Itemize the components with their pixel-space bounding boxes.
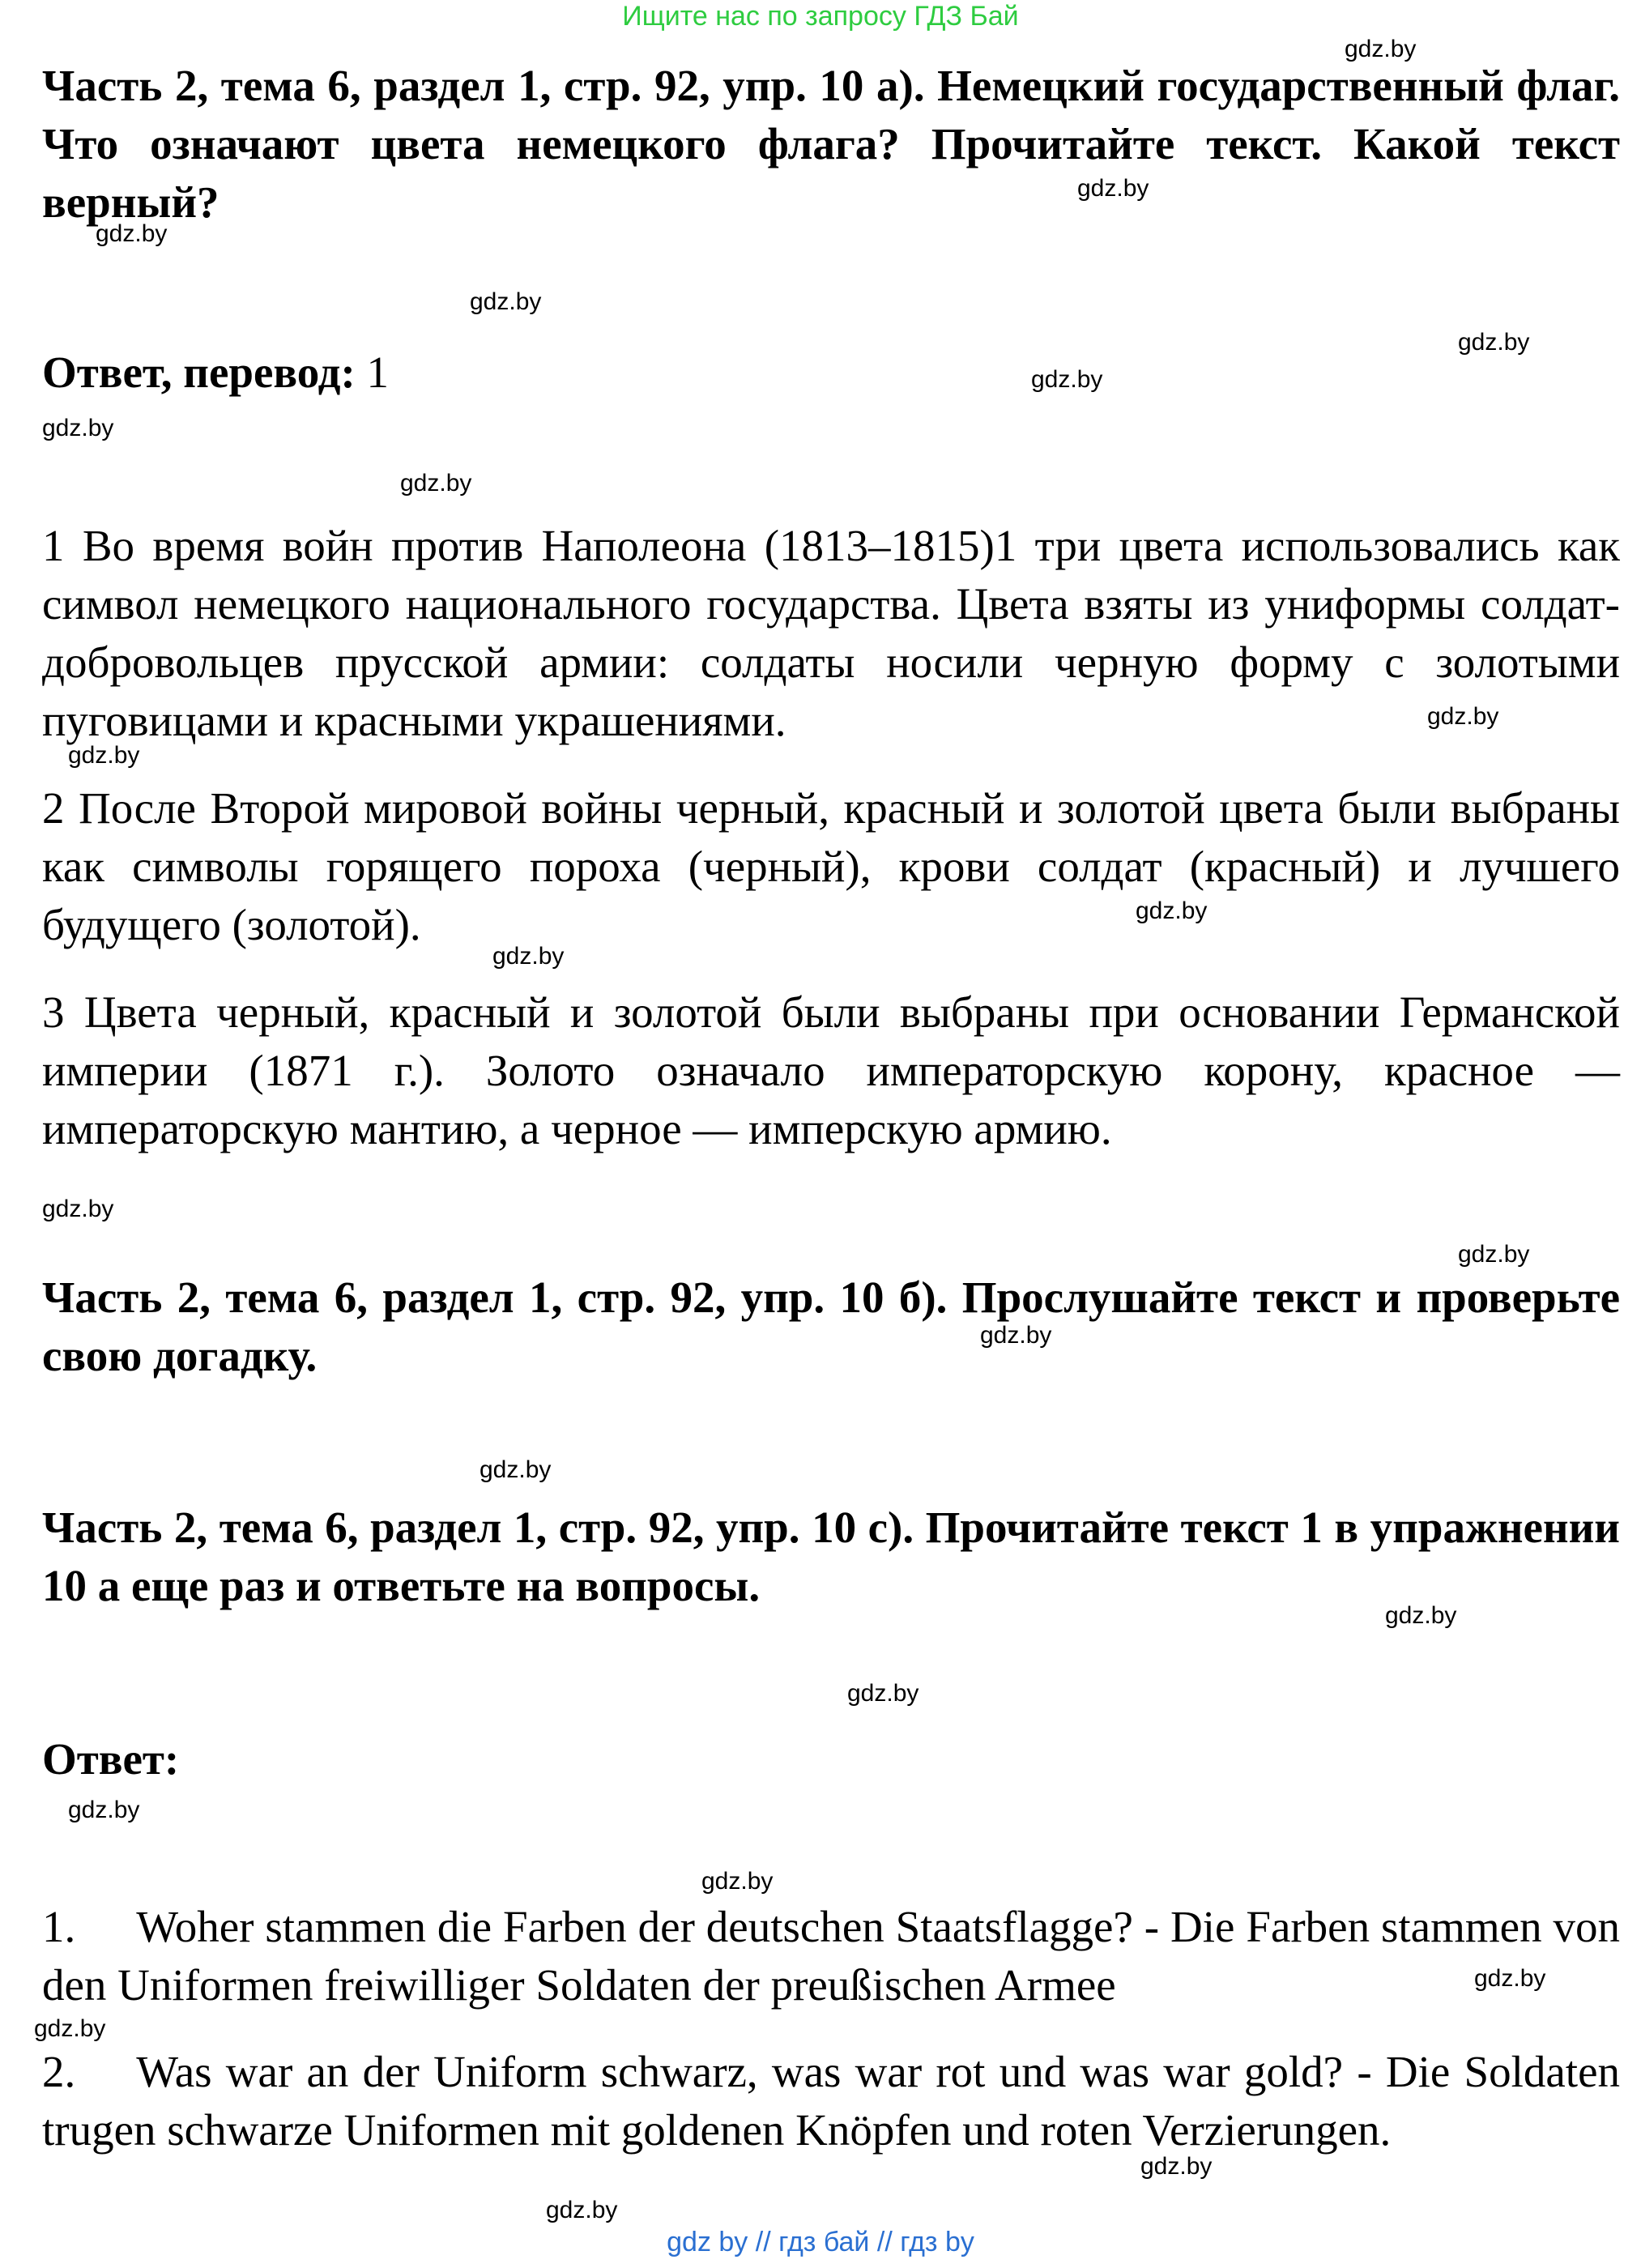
- translation-paragraph-1: [42, 517, 1620, 750]
- watermark: gdz.by: [546, 2197, 618, 2223]
- translation-paragraph-3: [42, 983, 1620, 1158]
- answer-2-label: Ответ:: [42, 1734, 180, 1784]
- watermark: gdz.by: [42, 415, 114, 441]
- exercise-10b-title: Часть 2, тема 6, раздел 1, стр. 92, упр. 10 б). Прослушайте текст и проверьте свою догадку.: [42, 1273, 1620, 1380]
- answer-translation-line: [42, 343, 1620, 402]
- watermark: gdz.by: [1427, 703, 1499, 730]
- watermark: gdz.by: [68, 1797, 140, 1823]
- paragraph-1-text: 1 Во время войн против Наполеона (1813–1815)1 три цвета использовались как символ немецкого национального государства. Цвета взяты из униформы солдат-добровольцев прусской армии: солдаты носили черную форму с золотыми пуговицами и красными украшениями.: [42, 521, 1620, 745]
- watermark: gdz.by: [480, 1456, 552, 1483]
- answer-label: Ответ, перевод:: [42, 347, 356, 397]
- watermark: gdz.by: [470, 288, 542, 315]
- exercise-10a-heading: [42, 57, 1620, 232]
- answer-2-line: [42, 1730, 1620, 1788]
- answer-value: 1: [355, 347, 390, 397]
- watermark: gdz.by: [980, 1322, 1052, 1349]
- exercise-10c-title: Часть 2, тема 6, раздел 1, стр. 92, упр. 10 с). Прочитайте текст 1 в упражнении 10 а еще раз и ответьте на вопросы.: [42, 1503, 1620, 1610]
- watermark: gdz.by: [1140, 2153, 1213, 2180]
- exercise-10a-title: Часть 2, тема 6, раздел 1, стр. 92, упр. 10 а). Немецкий государственный флаг. Что означают цвета немецкого флага? Прочитайте текст. Какой текст верный?: [42, 61, 1620, 227]
- qa-item-2: [42, 2043, 1620, 2159]
- watermark: gdz.by: [1458, 329, 1530, 356]
- watermark: gdz.by: [1031, 366, 1103, 393]
- paragraph-2-text: 2 После Второй мировой войны черный, красный и золотой цвета были выбраны как символы горящего пороха (черный), крови солдат (красный) и лучшего будущего (золотой).: [42, 783, 1620, 949]
- watermark: gdz.by: [400, 470, 472, 497]
- watermark: gdz.by: [42, 1196, 114, 1222]
- watermark: gdz.by: [701, 1868, 774, 1895]
- qa-1-number: 1.: [42, 1902, 76, 1951]
- watermark: gdz.by: [96, 220, 168, 247]
- qa-1-text: Woher stammen die Farben der deutschen Staatsflagge? - Die Farben stammen von den Uniformen freiwilliger Soldaten der preußischen Armee: [42, 1902, 1620, 2010]
- watermark: gdz.by: [492, 943, 565, 970]
- watermark: gdz.by: [1474, 1965, 1546, 1992]
- search-banner[interactable]: Ищите нас по запросу ГДЗ Бай: [622, 1, 1019, 32]
- qa-2-text: Was war an der Uniform schwarz, was war rot und was war gold? - Die Soldaten trugen schwarze Uniformen mit goldenen Knöpfen und roten Verzierungen.: [42, 2047, 1620, 2155]
- watermark: gdz.by: [1345, 36, 1417, 62]
- exercise-10c-heading: [42, 1498, 1620, 1615]
- watermark: gdz.by: [1136, 897, 1208, 924]
- paragraph-3-text: 3 Цвета черный, красный и золотой были выбраны при основании Германской империи (1871 г.). Золото означало императорскую корону, красное — императорскую мантию, а черное — имперскую армию.: [42, 987, 1620, 1153]
- qa-2-number: 2.: [42, 2047, 76, 2096]
- translation-paragraph-2: [42, 779, 1620, 954]
- watermark: gdz.by: [847, 1680, 919, 1707]
- watermark: gdz.by: [68, 742, 140, 769]
- watermark: gdz.by: [1385, 1602, 1457, 1629]
- watermark: gdz.by: [1458, 1241, 1530, 1268]
- qa-item-1: [42, 1898, 1620, 2014]
- exercise-10b-heading: [42, 1268, 1620, 1385]
- watermark: gdz.by: [34, 2015, 106, 2042]
- watermark: gdz.by: [1077, 175, 1149, 202]
- footer-links[interactable]: gdz by // гдз бай // гдз by: [667, 2227, 974, 2257]
